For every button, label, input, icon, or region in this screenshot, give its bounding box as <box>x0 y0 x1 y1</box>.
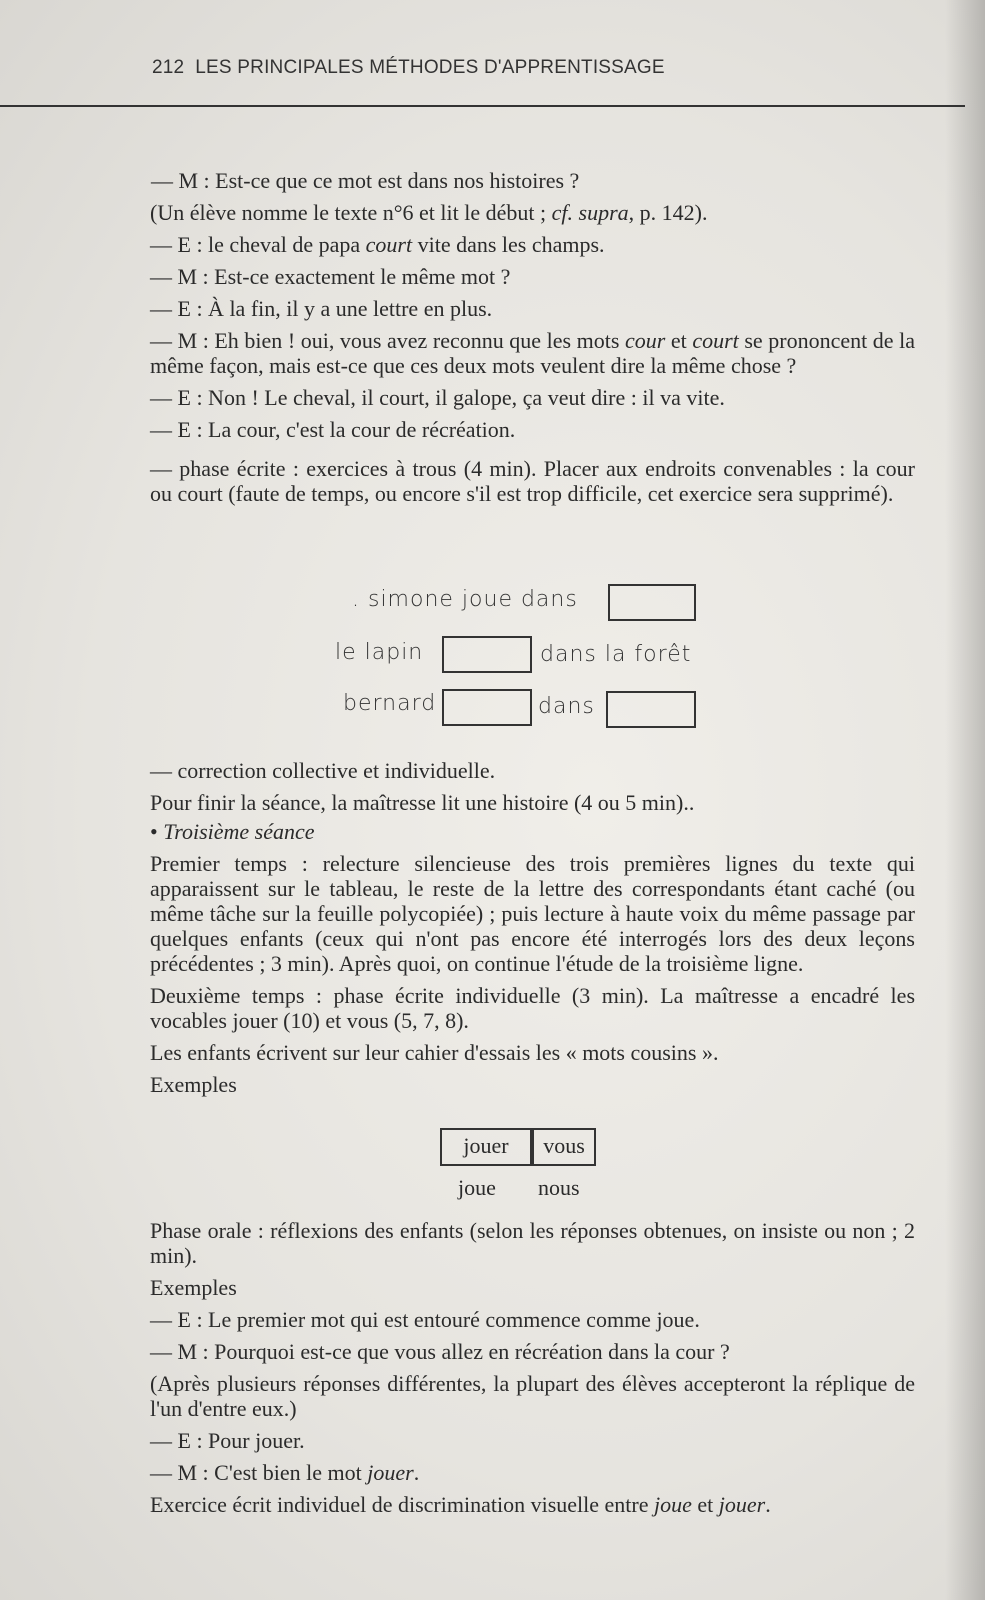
boxed-word-vous: vous <box>532 1128 596 1166</box>
blank-box <box>606 691 696 728</box>
exercise-line-3-mid: dans <box>538 694 595 719</box>
paragraph: — E : À la fin, il y a une lettre en plus. <box>150 296 493 321</box>
paragraph: — E : Pour jouer. <box>150 1428 305 1453</box>
blank-box <box>442 689 532 726</box>
paragraph: (Un élève nomme le texte n°6 et lit le début ; cf. supra, p. 142). <box>150 200 708 225</box>
running-header <box>152 57 665 79</box>
paragraph: Premier temps : relecture silencieuse des trois premières lignes du texte qui apparaissent sur le tableau, le reste de la lettre des correspondants étant caché (ou même tâche sur la feuille polycopiée) ; puis lecture à haute voix du même passage par quelques enfants (ceux qui n'ont pas encore été interrogés lors des deux leçons précédentes ; 3 min). Après quoi, on continue l'étude de la troisième ligne. <box>150 851 915 976</box>
page-edge-shadow <box>945 0 985 1600</box>
header-rule <box>0 105 965 107</box>
paragraph: — M : C'est bien le mot jouer. <box>150 1460 420 1485</box>
paragraph: — E : Non ! Le cheval, il court, il galope, ça veut dire : il va vite. <box>150 385 725 410</box>
exercise-line-2-end: dans la forêt <box>540 642 692 667</box>
paragraph: Phase orale : réflexions des enfants (selon les réponses obtenues, on insiste ou non ; 2 min). <box>150 1218 915 1268</box>
paragraph: — correction collective et individuelle. <box>150 758 496 783</box>
boxed-word-jouer: jouer <box>440 1128 532 1166</box>
page-number: 212 <box>152 57 185 78</box>
paragraph: Exemples <box>150 1275 237 1300</box>
example-word-nous: nous <box>538 1175 580 1200</box>
example-word-joue: joue <box>458 1175 496 1200</box>
running-title: LES PRINCIPALES MÉTHODES D'APPRENTISSAGE <box>195 57 665 78</box>
bullet-icon: • <box>150 819 164 844</box>
exercise-line-1: . simone joue dans <box>352 587 578 612</box>
paragraph: Pour finir la séance, la maîtresse lit une histoire (4 ou 5 min).. <box>150 790 695 815</box>
exercise-line-2-start: le lapin <box>335 640 424 665</box>
paragraph: — M : Est-ce que ce mot est dans nos histoires ? <box>151 168 580 193</box>
paragraph: Exemples <box>150 1072 237 1097</box>
blank-box <box>608 584 696 621</box>
paragraph: — E : La cour, c'est la cour de récréation. <box>150 417 516 442</box>
paragraph: Exercice écrit individuel de discrimination visuelle entre joue et jouer. <box>150 1492 771 1517</box>
exercise-line-3-start: bernard <box>343 691 437 716</box>
dialogue-block-1 <box>150 168 915 506</box>
blank-box <box>442 636 532 673</box>
paragraph: Les enfants écrivent sur leur cahier d'essais les « mots cousins ». <box>150 1040 719 1065</box>
paragraph: — E : Le premier mot qui est entouré commence comme joue. <box>150 1307 700 1332</box>
paragraph: — M : Est-ce exactement le même mot ? <box>150 264 511 289</box>
paragraph: — M : Pourquoi est-ce que vous allez en récréation dans la cour ? <box>150 1339 730 1364</box>
paragraph: Deuxième temps : phase écrite individuelle (3 min). La maîtresse a encadré les vocables jouer (10) et vous (5, 7, 8). <box>150 983 915 1033</box>
dialogue-block-3 <box>150 1218 915 1517</box>
paragraph: — E : le cheval de papa court vite dans les champs. <box>150 232 605 257</box>
section-heading: • Troisième séance <box>150 819 315 844</box>
dialogue-block-2 <box>150 758 915 1097</box>
paragraph: (Après plusieurs réponses différentes, la plupart des élèves accepteront la réplique de l'un d'entre eux.) <box>150 1371 915 1421</box>
paragraph: — phase écrite : exercices à trous (4 min). Placer aux endroits convenables : la cour ou court (faute de temps, ou encore s'il est trop difficile, cet exercice sera supprimé). <box>150 456 915 506</box>
paragraph: — M : Eh bien ! oui, vous avez reconnu que les mots cour et court se prononcent de la même façon, mais est-ce que ces deux mots veulent dire la même chose ? <box>150 328 915 378</box>
